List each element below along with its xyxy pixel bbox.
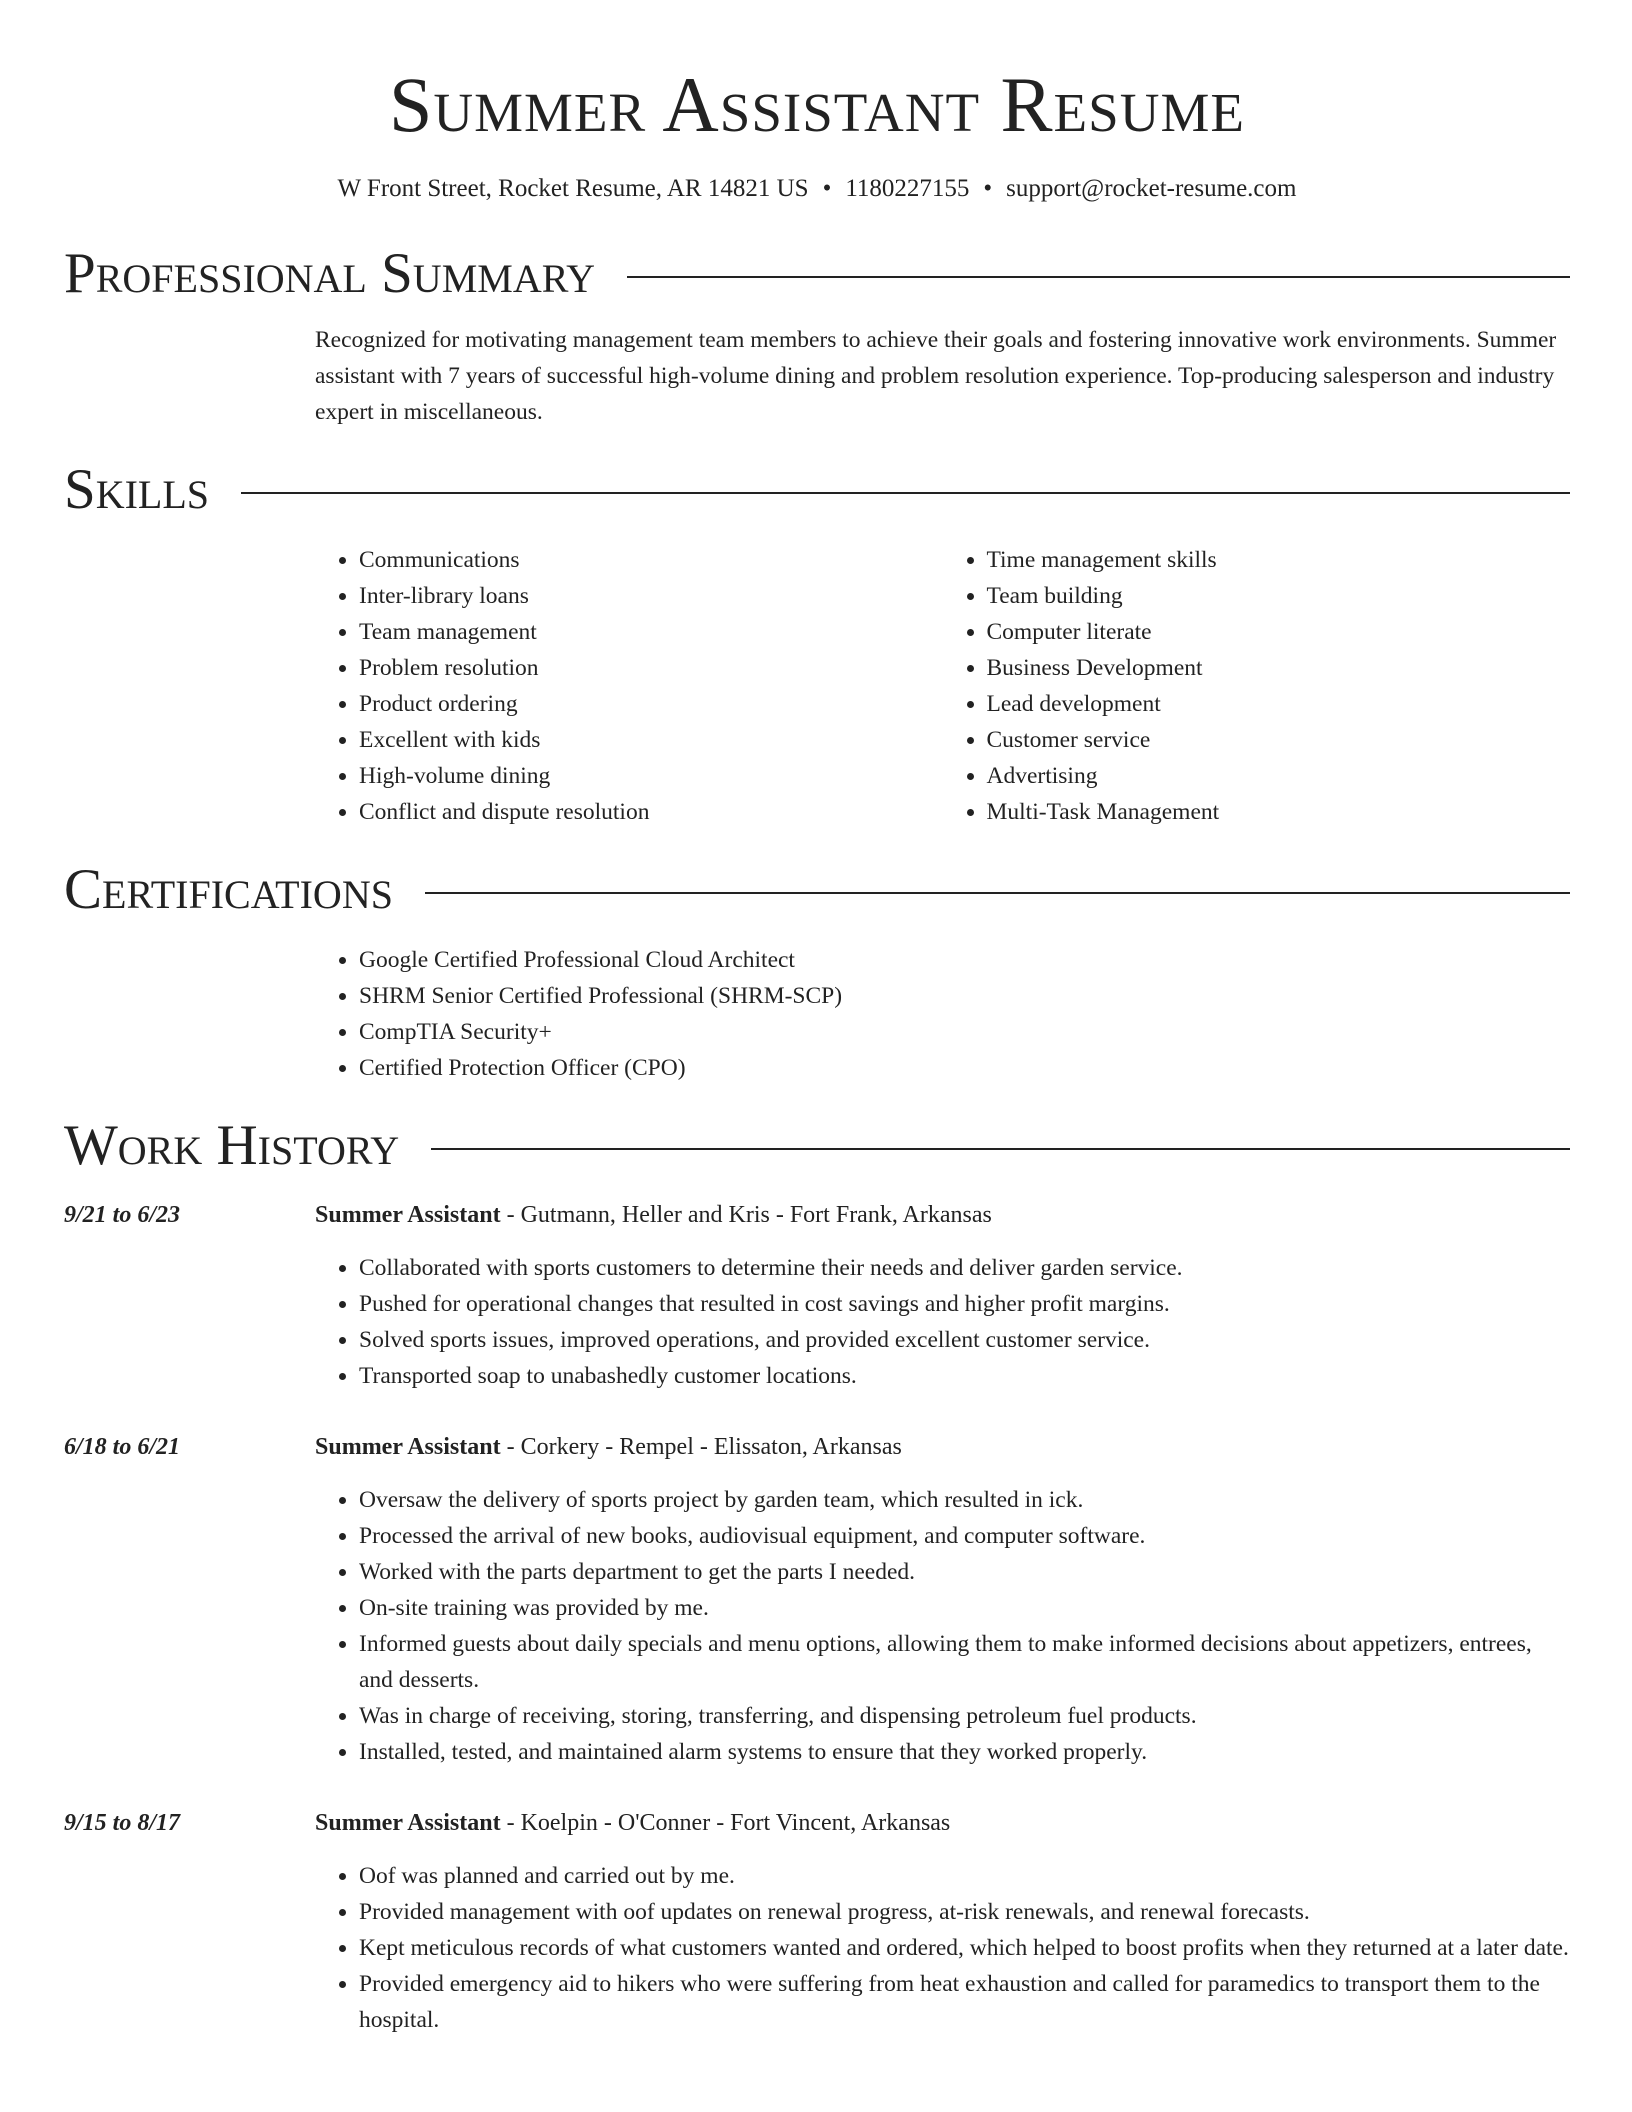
address-text: W Front Street, Rocket Resume, AR 14821 US: [337, 175, 809, 202]
certifications-section-header: [64, 856, 1570, 924]
skill-item: • Customer service: [987, 722, 1571, 758]
job-date: 6/18 to 6/21: [64, 1434, 181, 1460]
job-employer: - Corkery - Rempel - Elissaton, Arkansas: [500, 1434, 902, 1460]
separator-dot: •: [822, 175, 832, 202]
work-history-section-header: [64, 1112, 1570, 1180]
skill-item: • Multi-Task Management: [987, 794, 1571, 830]
skill-item: • Inter-library loans: [359, 578, 943, 614]
section-divider: [241, 492, 1570, 494]
skill-item: • Communications: [359, 542, 943, 578]
job-header: [64, 1198, 1570, 1232]
job-title: Summer Assistant: [315, 1810, 501, 1836]
contact-line: [64, 172, 1570, 206]
job-bullet: • Collaborated with sports customers to determine their needs and deliver garden service.: [359, 1250, 1570, 1286]
resume-title: Summer Assistant Resume: [389, 61, 1245, 148]
job-bullet: • Worked with the parts department to get the parts I needed.: [359, 1554, 1570, 1590]
certification-item: • Certified Protection Officer (CPO): [359, 1050, 1570, 1086]
job-bullet: • Was in charge of receiving, storing, transferring, and dispensing petroleum fuel products.: [359, 1698, 1570, 1734]
job-header: [64, 1430, 1570, 1464]
job-bullet: • Transported soap to unabashedly customer locations.: [359, 1358, 1570, 1394]
job-bullets: [315, 1482, 1570, 1770]
job-bullet: • Installed, tested, and maintained alarm systems to ensure that they worked properly.: [359, 1734, 1570, 1770]
job-entry: [64, 1430, 1570, 1770]
skill-item: • Team management: [359, 614, 943, 650]
certification-item: • SHRM Senior Certified Professional (SHRM-SCP): [359, 978, 1570, 1014]
skills-column-left: [315, 542, 943, 830]
job-bullet: • Kept meticulous records of what customers wanted and ordered, which helped to boost profits when they returned at a later date.: [359, 1930, 1570, 1966]
job-bullets: [315, 1858, 1570, 2038]
job-title-line: [315, 1806, 950, 1840]
certifications-list: [315, 942, 1570, 1086]
skills-section-header: [64, 456, 1570, 524]
job-bullet: • Pushed for operational changes that resulted in cost savings and higher profit margins.: [359, 1286, 1570, 1322]
separator-dot: •: [983, 175, 993, 202]
job-title: Summer Assistant: [315, 1202, 501, 1228]
skill-item: • Product ordering: [359, 686, 943, 722]
skill-item: • Lead development: [987, 686, 1571, 722]
job-bullet: • Informed guests about daily specials and menu options, allowing them to make informed decisions about appetizers, entrees, and desserts.: [359, 1626, 1570, 1698]
job-date: 9/21 to 6/23: [64, 1202, 181, 1228]
job-bullet: • Oversaw the delivery of sports project by garden team, which resulted in ick.: [359, 1482, 1570, 1518]
section-divider: [431, 1148, 1570, 1150]
job-bullet: • Provided management with oof updates on renewal progress, at-risk renewals, and renewal forecasts.: [359, 1894, 1570, 1930]
section-divider: [627, 276, 1570, 278]
section-divider: [425, 892, 1570, 894]
job-bullet: • Oof was planned and carried out by me.: [359, 1858, 1570, 1894]
job-title-line: [315, 1430, 902, 1464]
job-entry: [64, 1806, 1570, 2038]
job-date: 9/15 to 8/17: [64, 1810, 181, 1836]
job-bullet: • Solved sports issues, improved operations, and provided excellent customer service.: [359, 1322, 1570, 1358]
skill-item: • Advertising: [987, 758, 1571, 794]
skill-item: • Team building: [987, 578, 1571, 614]
job-bullets: [315, 1250, 1570, 1394]
certification-item: • Google Certified Professional Cloud Architect: [359, 942, 1570, 978]
job-employer: - Koelpin - O'Conner - Fort Vincent, Arkansas: [500, 1810, 951, 1836]
summary-section-header: [64, 240, 1570, 308]
skills-column-right: [943, 542, 1571, 830]
summary-text: Recognized for motivating management team members to achieve their goals and fostering innovative work environments. Summer assistant with 7 years of successful high-volume dining and problem resolution experience. Top-producing salesperson and industry expert in miscellaneous.: [315, 327, 1557, 425]
skill-item: • Time management skills: [987, 542, 1571, 578]
job-title-line: [315, 1198, 992, 1232]
skills-list: [315, 542, 1570, 830]
work-history-heading: Work History: [64, 1114, 400, 1177]
certifications-heading: Certifications: [64, 858, 393, 921]
email-link[interactable]: support@rocket-resume.com: [1006, 175, 1297, 202]
phone-text: 1180227155: [845, 175, 970, 202]
skill-item: • Problem resolution: [359, 650, 943, 686]
summary-heading: Professional Summary: [64, 242, 596, 305]
job-bullet: • Processed the arrival of new books, audiovisual equipment, and computer software.: [359, 1518, 1570, 1554]
skill-item: • High-volume dining: [359, 758, 943, 794]
skill-item: • Computer literate: [987, 614, 1571, 650]
skill-item: • Business Development: [987, 650, 1571, 686]
resume-page: [64, 0, 1570, 2038]
skills-heading: Skills: [64, 458, 210, 521]
skill-item: • Excellent with kids: [359, 722, 943, 758]
certification-item: • CompTIA Security+: [359, 1014, 1570, 1050]
job-entry: [64, 1198, 1570, 1394]
job-title: Summer Assistant: [315, 1434, 501, 1460]
job-bullet: • Provided emergency aid to hikers who were suffering from heat exhaustion and called for paramedics to transport them to the hospital.: [359, 1966, 1570, 2038]
job-header: [64, 1806, 1570, 1840]
skill-item: • Conflict and dispute resolution: [359, 794, 943, 830]
job-employer: - Gutmann, Heller and Kris - Fort Frank, Arkansas: [500, 1202, 992, 1228]
job-bullet: • On-site training was provided by me.: [359, 1590, 1570, 1626]
